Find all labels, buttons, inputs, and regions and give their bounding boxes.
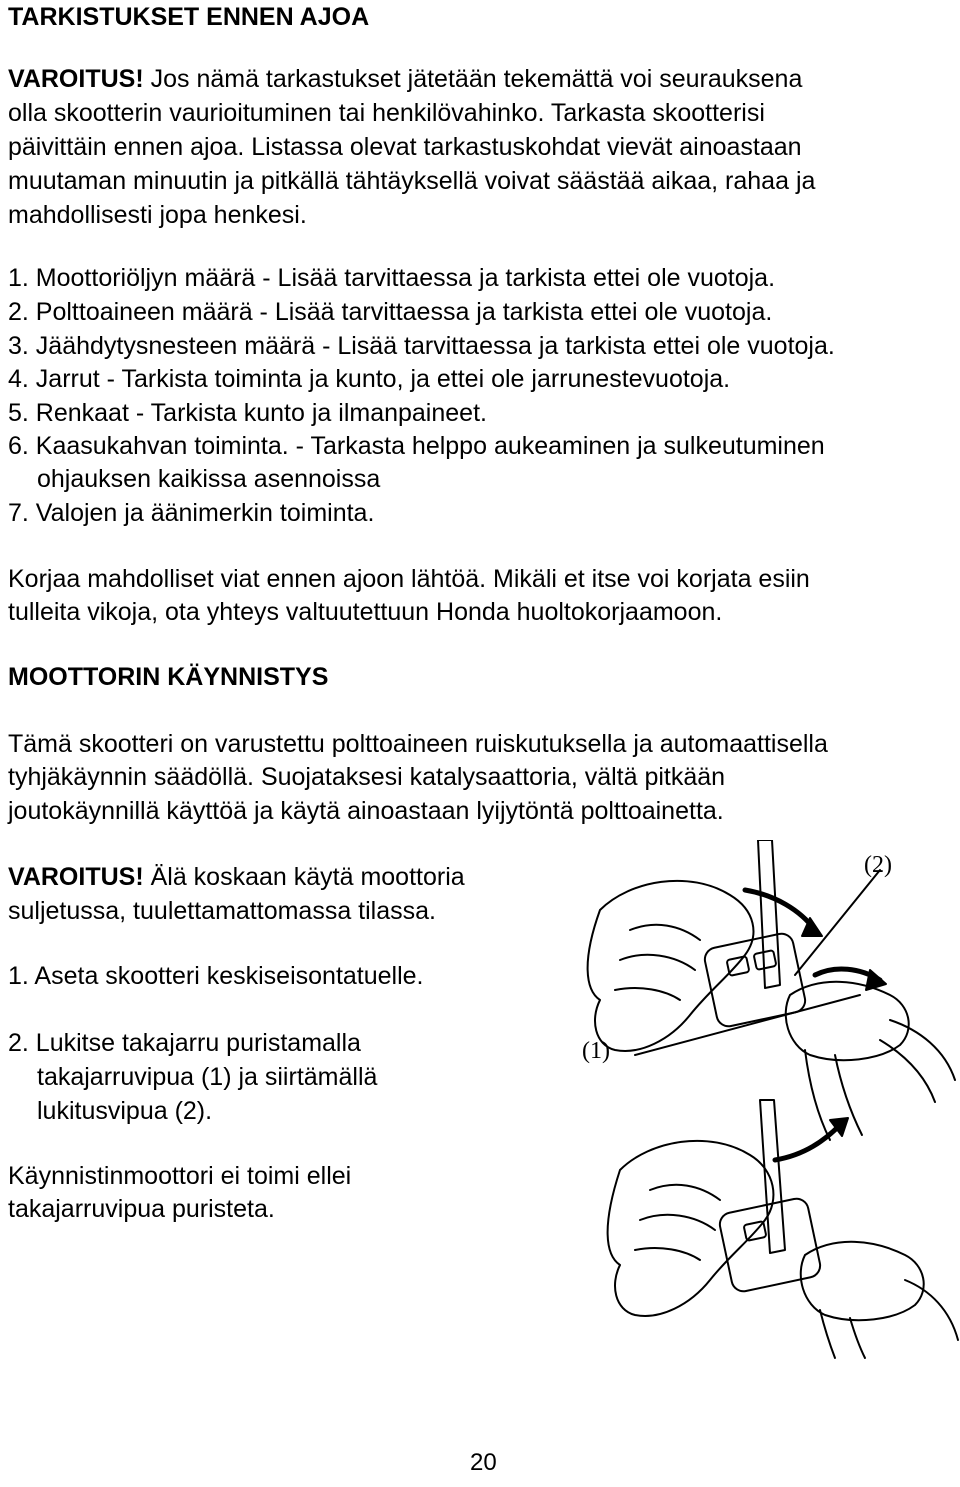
checklist-item: 1. Moottoriöljyn määrä - Lisää tarvittaessa ja tarkista ettei ole vuotoja. [8, 264, 776, 292]
warning-line [8, 860, 465, 894]
warning-line [8, 62, 802, 96]
warning-text: olla skootterin vaurioituminen tai henkilövahinko. Tarkasta skootterisi [8, 99, 765, 127]
handlebar-lower [905, 1280, 958, 1340]
checklist-item-continuation: ohjauksen kaikissa asennoissa [37, 465, 381, 493]
step-1: 1. Aseta skootteri keskiseisontatuelle. [8, 962, 424, 990]
step-2: 2. Lukitse takajarru puristamalla [8, 1029, 361, 1057]
warning-text: suljetussa, tuulettamattomassa tilassa. [8, 897, 436, 925]
intro-text: joutokäynnillä käyttöä ja käytä ainoastaan lyijytöntä polttoainetta. [8, 797, 724, 825]
warning-text: päivittäin ennen ajoa. Listassa olevat tarkastuskohdat vievät ainoastaan [8, 133, 802, 161]
handlebar-upper [890, 1020, 955, 1080]
warning-text: Älä koskaan käytä moottoria [143, 863, 465, 891]
step-2-continuation: takajarruvipua (1) ja siirtämällä [37, 1063, 378, 1091]
closing-text: tulleita vikoja, ota yhteys valtuutettuun Honda huoltokorjaamoon. [8, 598, 723, 626]
section-heading-engine-start: MOOTTORIN KÄYNNISTYS [8, 663, 329, 691]
checklist-item: 3. Jäähdytysnesteen määrä - Lisää tarvittaessa ja tarkista ettei ole vuotoja. [8, 332, 835, 360]
intro-text: Tämä skootteri on varustettu polttoaineen ruiskutuksella ja automaattisella [8, 730, 828, 758]
checklist-item: 2. Polttoaineen määrä - Lisää tarvittaessa ja tarkista ettei ole vuotoja. [8, 298, 773, 326]
intro-text: tyhjäkäynnin säädöllä. Suojataksesi katalysaattoria, vältä pitkään [8, 763, 726, 791]
page-number: 20 [470, 1449, 497, 1476]
arrow-icon [745, 890, 815, 930]
checklist-item: 5. Renkaat - Tarkista kunto ja ilmanpaineet. [8, 399, 487, 427]
warning-text: mahdollisesti jopa henkesi. [8, 201, 307, 229]
checklist-item: 4. Jarrut - Tarkista toiminta ja kunto, ja ettei ole jarrunestevuotoja. [8, 365, 731, 393]
callout-2-label: (2) [864, 852, 892, 878]
closing-text: Korjaa mahdolliset viat ennen ajoon lähtöä. Mikäli et itse voi korjata esiin [8, 565, 810, 593]
warning-label: VAROITUS! [8, 65, 144, 93]
checklist-item: 7. Valojen ja äänimerkin toiminta. [8, 499, 375, 527]
brake-lever-upper [758, 840, 780, 988]
brake-lever-illustration [560, 840, 960, 1360]
arrow-icon [775, 1125, 840, 1160]
checklist-item: 6. Kaasukahvan toiminta. - Tarkasta helppo aukeaminen ja sulkeutuminen [8, 432, 825, 460]
note-text: takajarruvipua puristeta. [8, 1195, 275, 1223]
note-text: Käynnistinmoottori ei toimi ellei [8, 1162, 352, 1190]
callout-1-label: (1) [582, 1038, 610, 1064]
step-2-continuation: lukitusvipua (2). [37, 1097, 213, 1125]
brake-lever-lower [760, 1100, 785, 1253]
leader-line-1 [635, 995, 860, 1055]
warning-text: muutaman minuutin ja pitkällä tähtäyksellä voivat säästää aikaa, rahaa ja [8, 167, 816, 195]
section-heading-pre-ride-checks: TARKISTUKSET ENNEN AJOA [8, 3, 370, 31]
warning-label: VAROITUS! [8, 863, 144, 891]
warning-text: Jos nämä tarkastukset jätetään tekemättä voi seurauksena [143, 65, 803, 93]
